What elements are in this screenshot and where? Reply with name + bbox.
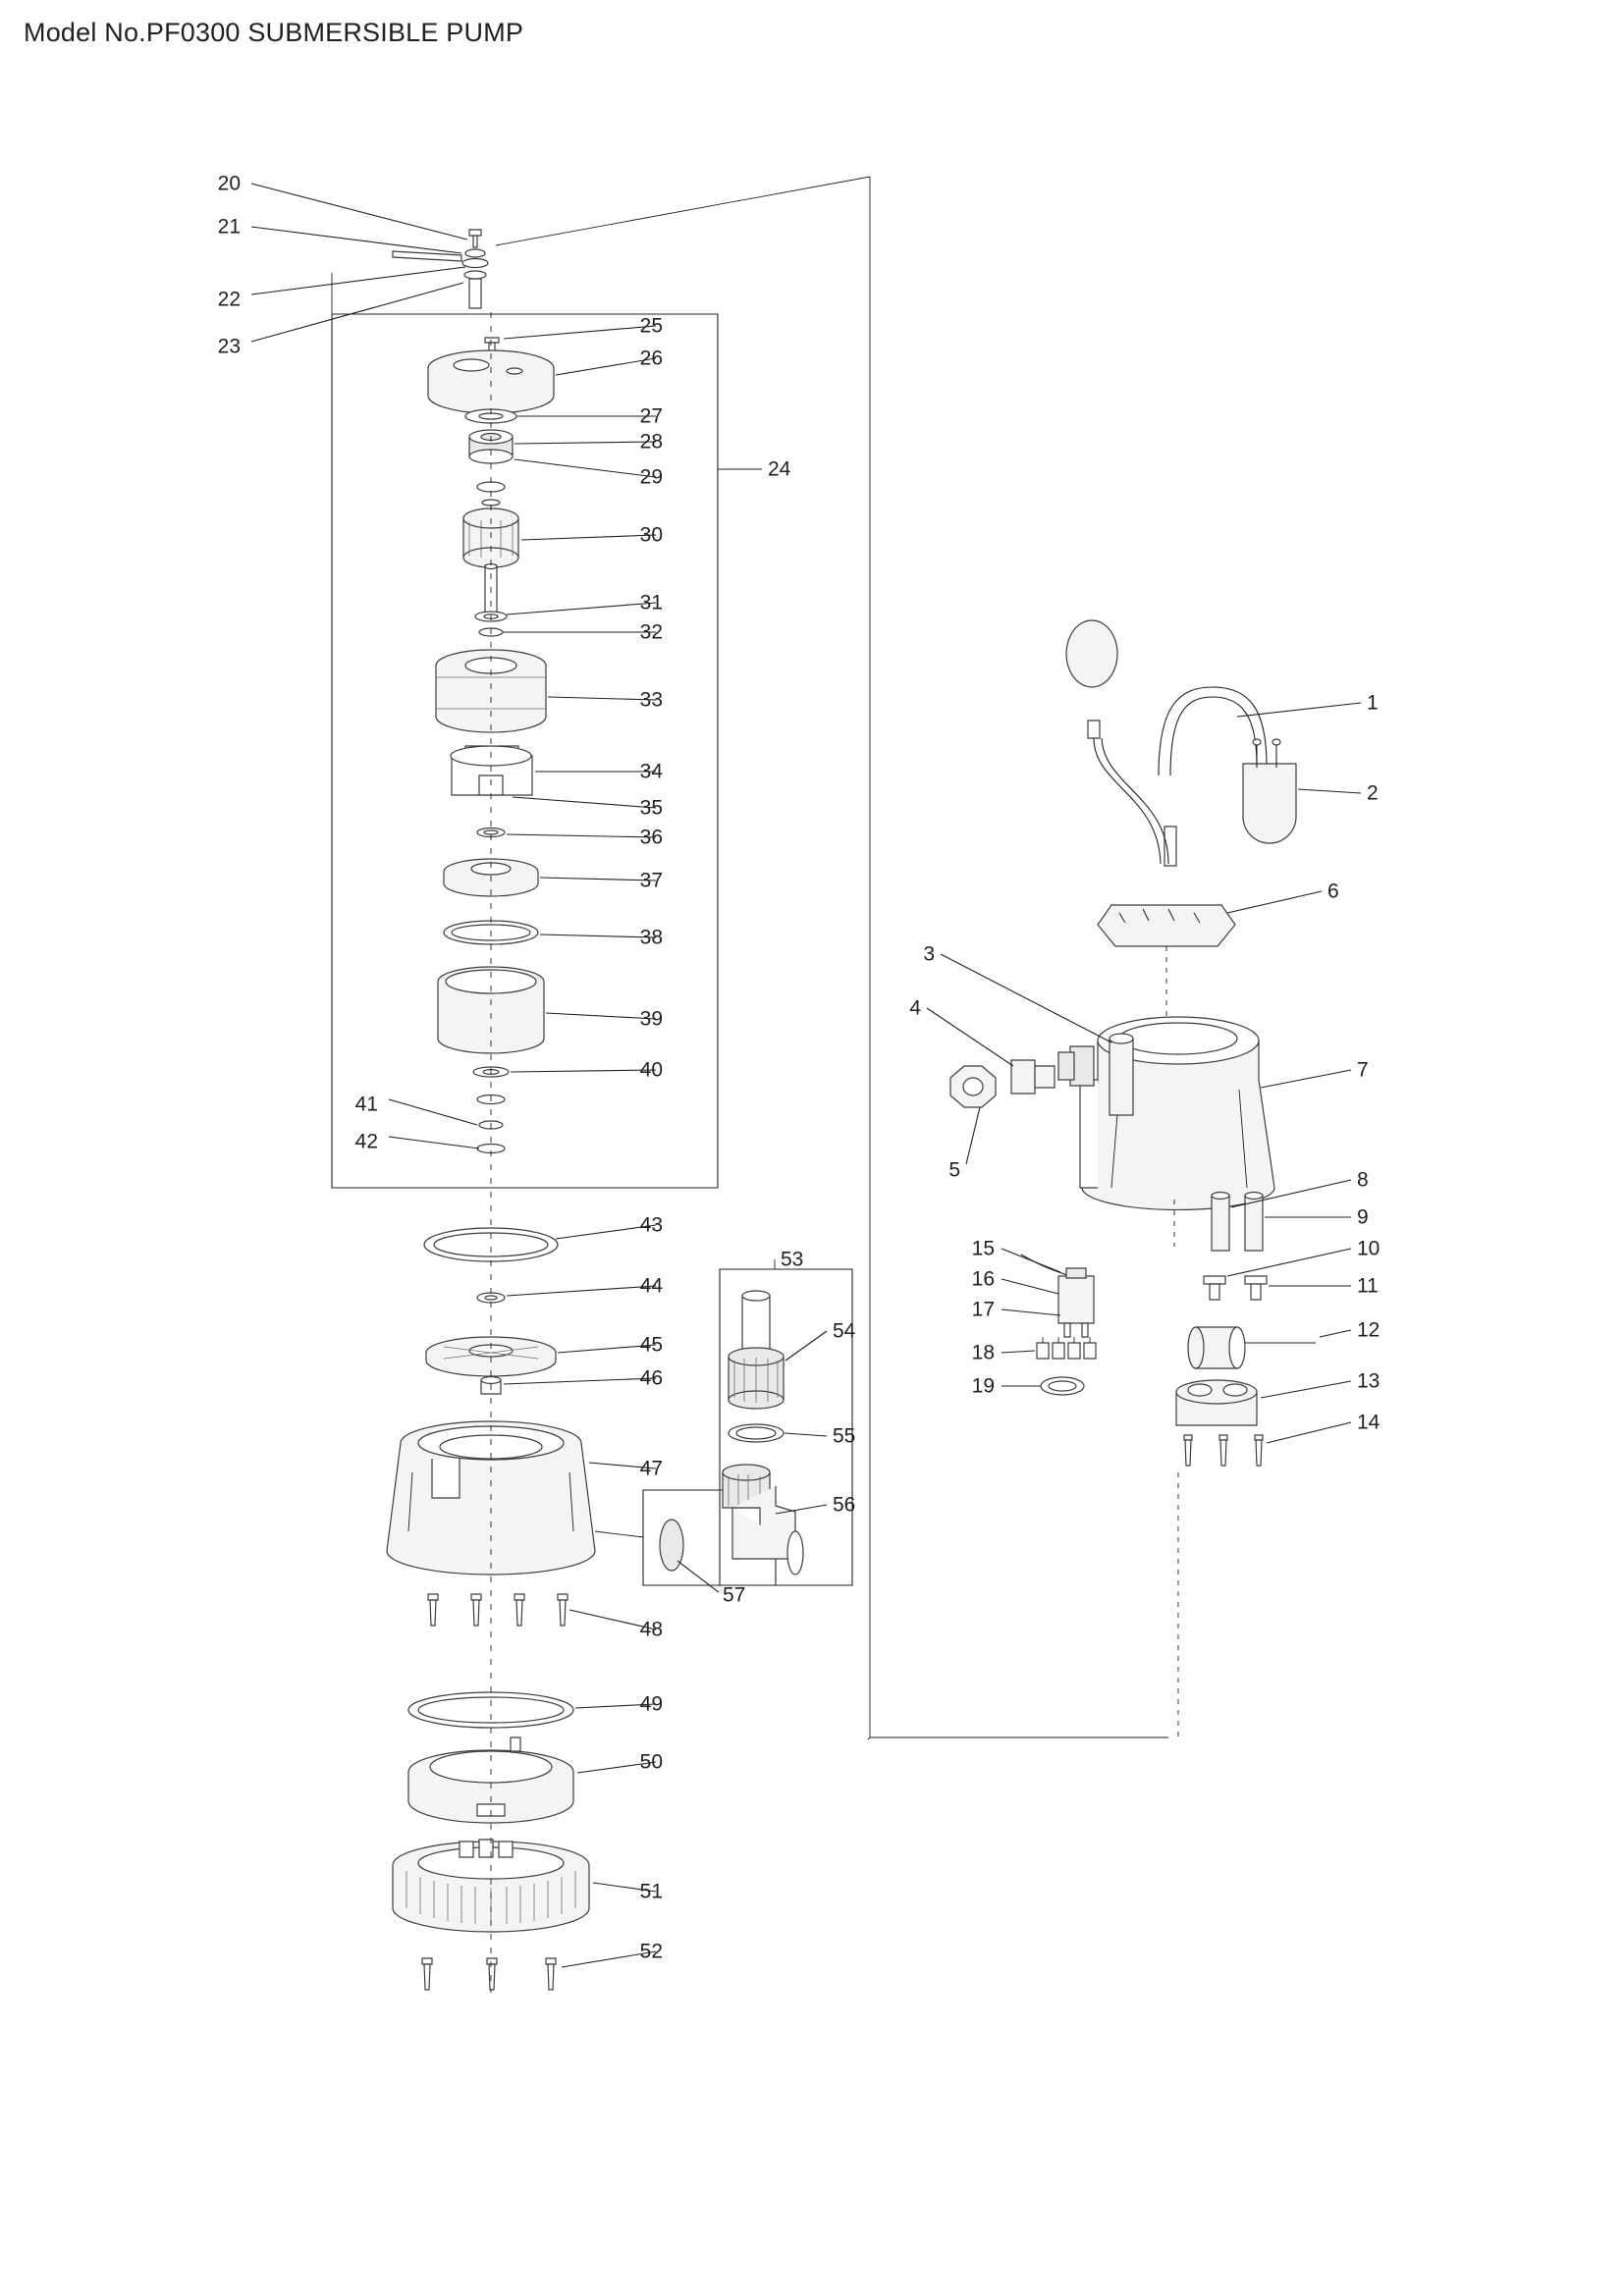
- callout-number-40: 40: [639, 1058, 663, 1082]
- callout-number-30: 30: [639, 523, 663, 547]
- callout-number-9: 9: [1357, 1205, 1369, 1229]
- callout-number-42: 42: [354, 1130, 378, 1153]
- callout-number-44: 44: [639, 1274, 663, 1298]
- callout-number-10: 10: [1357, 1237, 1380, 1260]
- callout-number-18: 18: [971, 1341, 995, 1364]
- callout-number-12: 12: [1357, 1318, 1380, 1342]
- callout-number-31: 31: [639, 591, 663, 614]
- callout-number-23: 23: [217, 335, 241, 358]
- callout-number-8: 8: [1357, 1168, 1369, 1192]
- callout-number-11: 11: [1357, 1274, 1379, 1298]
- callout-number-5: 5: [948, 1158, 960, 1182]
- callout-number-16: 16: [971, 1267, 995, 1291]
- callout-number-6: 6: [1327, 880, 1339, 903]
- callout-number-50: 50: [639, 1750, 663, 1774]
- callout-number-29: 29: [639, 465, 663, 489]
- callout-number-48: 48: [639, 1618, 663, 1641]
- callout-number-28: 28: [639, 430, 663, 454]
- callout-number-54: 54: [833, 1319, 856, 1343]
- callout-number-1: 1: [1367, 691, 1379, 715]
- callout-number-53: 53: [781, 1248, 804, 1271]
- callout-number-4: 4: [909, 996, 921, 1020]
- callout-number-41: 41: [354, 1093, 378, 1116]
- callout-number-49: 49: [639, 1692, 663, 1716]
- callout-number-26: 26: [639, 347, 663, 370]
- callout-number-20: 20: [217, 172, 241, 195]
- callout-number-25: 25: [639, 314, 663, 338]
- callout-number-22: 22: [217, 288, 241, 311]
- callout-number-14: 14: [1357, 1411, 1380, 1434]
- callout-number-37: 37: [639, 869, 663, 892]
- callout-number-7: 7: [1357, 1058, 1369, 1082]
- callout-number-38: 38: [639, 926, 663, 949]
- callout-number-51: 51: [639, 1880, 663, 1903]
- callout-number-36: 36: [639, 826, 663, 849]
- callout-number-46: 46: [639, 1366, 663, 1390]
- callout-number-34: 34: [639, 760, 663, 783]
- callout-number-45: 45: [639, 1333, 663, 1357]
- callout-number-47: 47: [639, 1457, 663, 1480]
- callout-number-19: 19: [971, 1374, 995, 1398]
- callout-number-52: 52: [639, 1940, 663, 1963]
- callout-number-17: 17: [971, 1298, 995, 1321]
- callout-number-27: 27: [639, 404, 663, 428]
- page-title: Model No.PF0300 SUBMERSIBLE PUMP: [24, 18, 524, 47]
- callout-number-15: 15: [971, 1237, 995, 1260]
- callout-number-32: 32: [639, 620, 663, 644]
- callout-number-13: 13: [1357, 1369, 1380, 1393]
- callout-number-55: 55: [833, 1424, 856, 1448]
- callout-number-33: 33: [639, 688, 663, 712]
- callout-number-39: 39: [639, 1007, 663, 1031]
- callout-number-2: 2: [1367, 781, 1379, 805]
- callout-number-43: 43: [639, 1213, 663, 1237]
- callout-number-24: 24: [768, 457, 791, 481]
- callout-number-3: 3: [923, 942, 935, 966]
- callout-number-21: 21: [217, 215, 241, 239]
- callout-number-57: 57: [723, 1583, 746, 1607]
- callout-number-56: 56: [833, 1493, 856, 1517]
- callout-number-35: 35: [639, 796, 663, 820]
